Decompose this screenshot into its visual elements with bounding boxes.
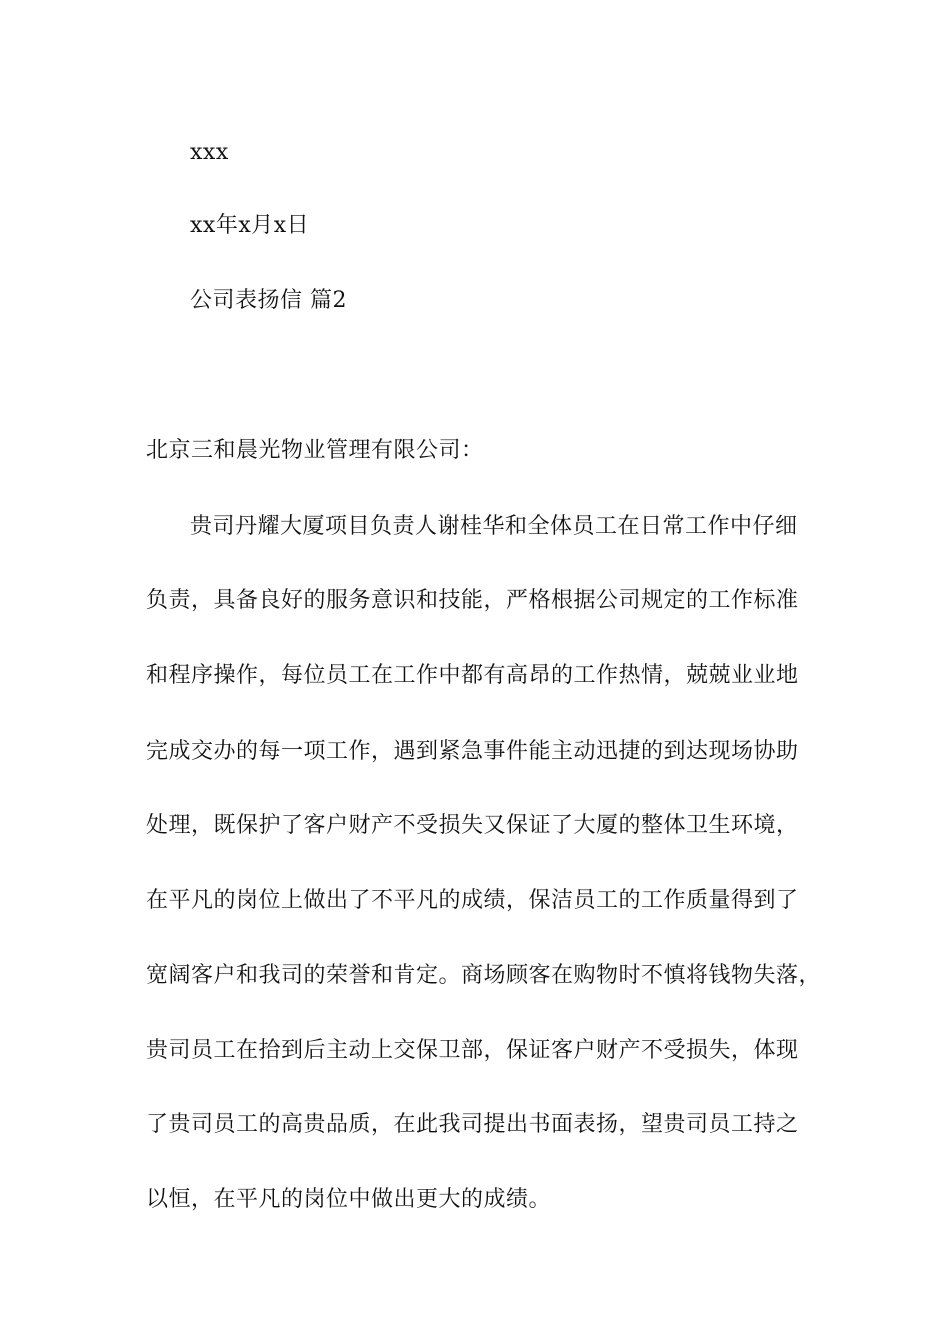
body-line: 和程序操作，每位员工在工作中都有高昂的工作热情，兢兢业业地 bbox=[146, 663, 799, 688]
body-line: 以恒，在平凡的岗位中做出更大的成绩。 bbox=[146, 1187, 552, 1212]
signature-name: xxx bbox=[190, 140, 229, 165]
signature-date: xx年x月x日 bbox=[190, 213, 310, 238]
body-line: 完成交办的每一项工作，遇到紧急事件能主动迅捷的到达现场协助 bbox=[146, 739, 799, 764]
letter-salutation: 北京三和晨光物业管理有限公司： bbox=[146, 438, 484, 463]
body-line: 处理，既保护了客户财产不受损失又保证了大厦的整体卫生环境， bbox=[146, 813, 799, 838]
body-line: 在平凡的岗位上做出了不平凡的成绩，保洁员工的工作质量得到了 bbox=[146, 888, 799, 913]
body-line: 贵司员工在拾到后主动上交保卫部，保证客户财产不受损失，体现 bbox=[146, 1038, 799, 1063]
body-line: 了贵司员工的高贵品质，在此我司提出书面表扬，望贵司员工持之 bbox=[146, 1112, 799, 1137]
section-heading: 公司表扬信 篇2 bbox=[190, 288, 347, 313]
body-line: 贵司丹耀大厦项目负责人谢桂华和全体员工在日常工作中仔细 bbox=[190, 514, 798, 539]
body-line: 宽阔客户和我司的荣誉和肯定。商场顾客在购物时不慎将钱物失落， bbox=[146, 963, 822, 988]
body-line: 负责，具备良好的服务意识和技能，严格根据公司规定的工作标准 bbox=[146, 588, 799, 613]
